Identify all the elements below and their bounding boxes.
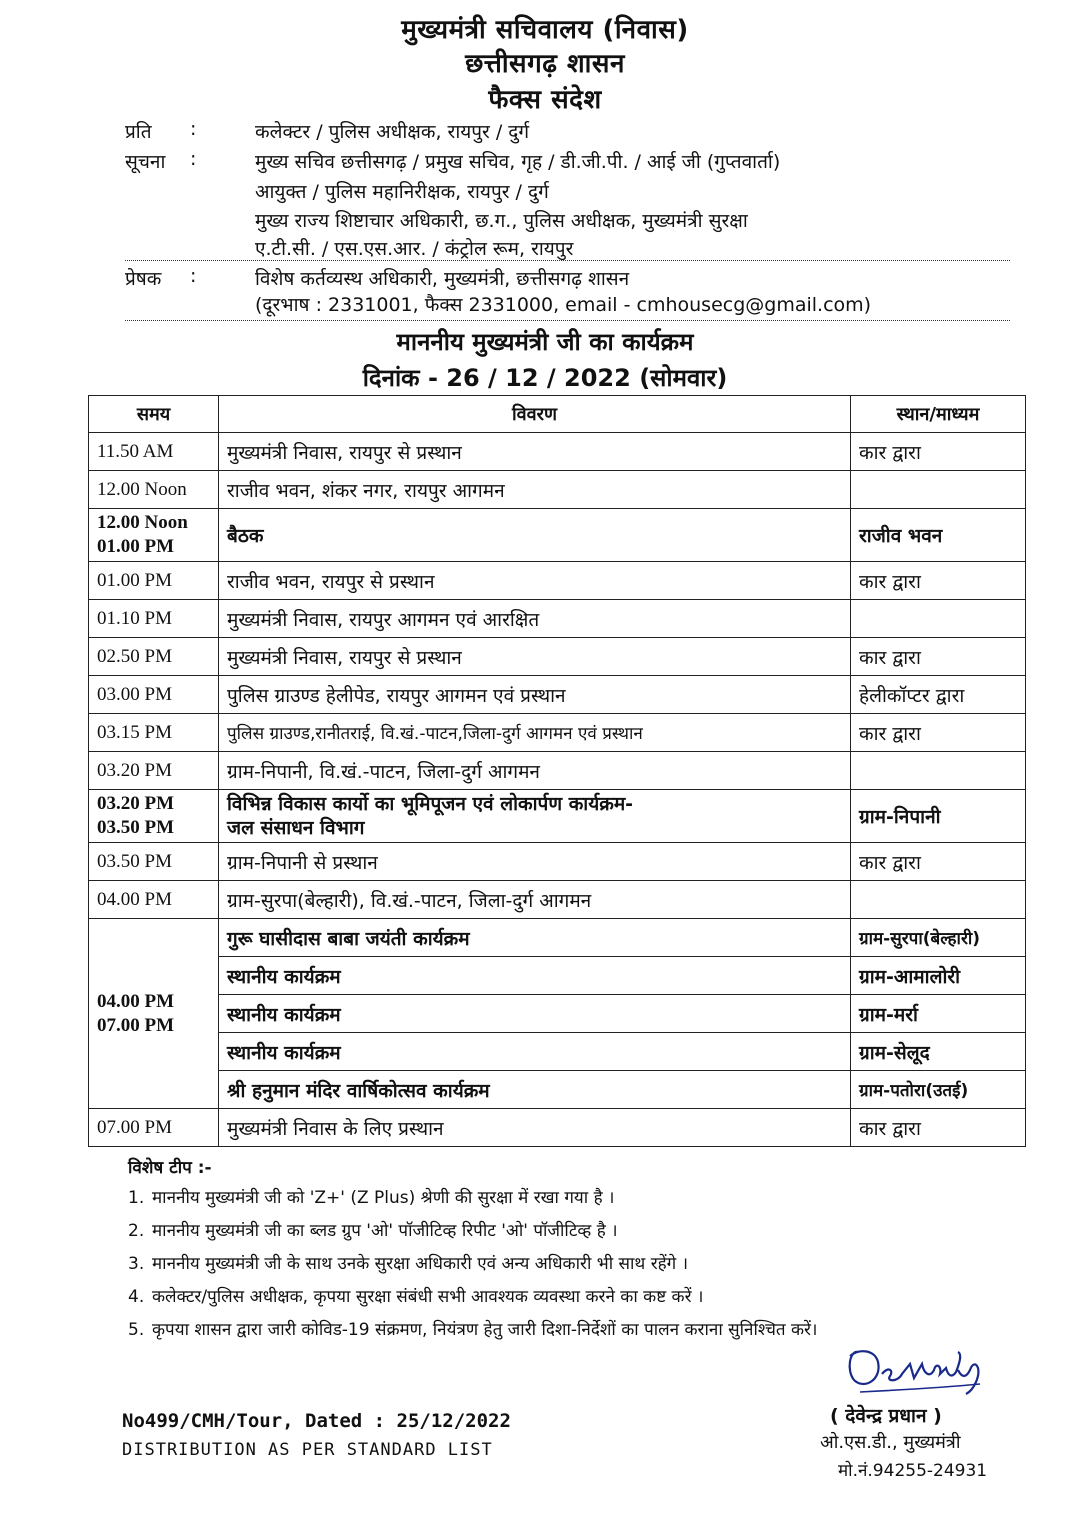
to-colon: : xyxy=(190,118,197,140)
note-number: 3. xyxy=(128,1254,145,1274)
row-desc: राजीव भवन, रायपुर से प्रस्थान xyxy=(219,562,851,600)
row-desc: स्थानीय कार्यक्रम xyxy=(219,957,851,995)
table-header-row xyxy=(89,396,1026,433)
info-line: आयुक्त / पुलिस महानिरीक्षक, रायपुर / दुर्ग xyxy=(255,181,549,203)
row-place xyxy=(851,881,1026,919)
special-notes xyxy=(128,1155,1018,1351)
distribution-note: DISTRIBUTION AS PER STANDARD LIST xyxy=(122,1440,493,1460)
table-row xyxy=(89,714,1026,752)
row-desc: बैठक xyxy=(219,509,851,562)
header-details: विवरण xyxy=(219,396,851,433)
table-row xyxy=(89,600,1026,638)
info-line: मुख्य सचिव छत्तीसगढ़ / प्रमुख सचिव, गृह / डी.जी.पी. / आई जी (गुप्तवार्ता) xyxy=(255,151,781,173)
row-desc: ग्राम-सुरपा(बेल्हारी), वि.खं.-पाटन, जिला-दुर्ग आगमन xyxy=(219,881,851,919)
row-time-range xyxy=(89,509,219,562)
note-item xyxy=(128,1219,1018,1243)
table-row xyxy=(89,957,1026,995)
schedule-table xyxy=(88,395,1026,1147)
row-time: 01.00 PM xyxy=(89,562,219,600)
header-place: स्थान/माध्यम xyxy=(851,396,1026,433)
row-place: कार द्वारा xyxy=(851,638,1026,676)
note-number: 5. xyxy=(128,1320,145,1340)
info-label: सूचना xyxy=(125,151,166,173)
row-time: 03.20 PM xyxy=(89,752,219,790)
row-place xyxy=(851,752,1026,790)
row-desc: श्री हनुमान मंदिर वार्षिकोत्सव कार्यक्रम xyxy=(219,1071,851,1109)
note-text: कृपया शासन द्वारा जारी कोविड-19 संक्रमण, नियंत्रण हेतु जारी दिशा-निर्देशों का पालन कराना सुनिश्चित करें। xyxy=(152,1320,818,1340)
row-place: ग्राम-आमालोरी xyxy=(851,957,1026,995)
row-time-end: 01.00 PM xyxy=(97,536,175,557)
row-desc: स्थानीय कार्यक्रम xyxy=(219,1033,851,1071)
table-row xyxy=(89,995,1026,1033)
handwritten-signature xyxy=(820,1340,1020,1400)
row-place: कार द्वारा xyxy=(851,714,1026,752)
table-row xyxy=(89,509,1026,562)
row-desc-line: विभिन्न विकास कार्यो का भूमिपूजन एवं लोकार्पण कार्यक्रम- xyxy=(227,793,634,815)
row-time-start: 12.00 Noon xyxy=(97,512,188,533)
row-place xyxy=(851,600,1026,638)
row-time-end: 03.50 PM xyxy=(97,817,175,838)
table-row xyxy=(89,790,1026,843)
row-place: ग्राम-सुरपा(बेल्हारी) xyxy=(851,919,1026,957)
row-place: कार द्वारा xyxy=(851,433,1026,471)
row-desc: ग्राम-निपानी, वि.खं.-पाटन, जिला-दुर्ग आगमन xyxy=(219,752,851,790)
table-row xyxy=(89,562,1026,600)
row-place xyxy=(851,471,1026,509)
table-row xyxy=(89,843,1026,881)
row-time: 03.15 PM xyxy=(89,714,219,752)
row-desc-line: जल संसाधन विभाग xyxy=(227,817,365,839)
row-time: 11.50 AM xyxy=(89,433,219,471)
row-desc: मुख्यमंत्री निवास के लिए प्रस्थान xyxy=(219,1109,851,1147)
row-desc: स्थानीय कार्यक्रम xyxy=(219,995,851,1033)
row-time: 07.00 PM xyxy=(89,1109,219,1147)
row-desc: राजीव भवन, शंकर नगर, रायपुर आगमन xyxy=(219,471,851,509)
row-time-range xyxy=(89,790,219,843)
row-place: ग्राम-निपानी xyxy=(851,790,1026,843)
row-time-start: 04.00 PM xyxy=(97,990,175,1012)
group-time-range xyxy=(89,919,219,1109)
signatory-name: ( देवेन्द्र प्रधान ) xyxy=(830,1405,942,1427)
info-colon: : xyxy=(190,148,197,170)
row-place: कार द्वारा xyxy=(851,843,1026,881)
row-time-start: 03.20 PM xyxy=(97,793,175,814)
table-row xyxy=(89,752,1026,790)
row-time: 12.00 Noon xyxy=(89,471,219,509)
note-text: माननीय मुख्यमंत्री जी को 'Z+' (Z Plus) श्रेणी की सुरक्षा में रखा गया है । xyxy=(152,1188,615,1208)
reference-number: No499/CMH/Tour, Dated : 25/12/2022 xyxy=(122,1410,511,1432)
notes-heading: विशेष टीप :- xyxy=(128,1158,212,1178)
note-item xyxy=(128,1318,1018,1342)
program-title: माननीय मुख्यमंत्री जी का कार्यक्रम xyxy=(396,328,694,356)
info-line: मुख्य राज्य शिष्टाचार अधिकारी, छ.ग., पुलिस अधीक्षक, मुख्यमंत्री सुरक्षा xyxy=(255,210,748,232)
row-place: ग्राम-पतोरा(उतई) xyxy=(851,1071,1026,1109)
note-item xyxy=(128,1285,1018,1309)
table-row xyxy=(89,433,1026,471)
row-place: राजीव भवन xyxy=(851,509,1026,562)
row-time-end: 07.00 PM xyxy=(97,1014,175,1036)
to-text: कलेक्टर / पुलिस अधीक्षक, रायपुर / दुर्ग xyxy=(255,121,530,143)
dotted-divider xyxy=(125,260,1010,261)
signatory-mobile: मो.नं.94255-24931 xyxy=(838,1461,988,1481)
sender-colon: : xyxy=(190,265,197,287)
row-desc: पुलिस ग्राउण्ड हेलीपेड, रायपुर आगमन एवं प्रस्थान xyxy=(219,676,851,714)
table-row xyxy=(89,1109,1026,1147)
government-title: छत्तीसगढ़ शासन xyxy=(465,49,625,79)
row-desc: मुख्यमंत्री निवास, रायपुर से प्रस्थान xyxy=(219,638,851,676)
row-desc: पुलिस ग्राउण्ड,रानीतराई, वि.खं.-पाटन,जिला-दुर्ग आगमन एवं प्रस्थान xyxy=(219,714,851,752)
to-label: प्रति xyxy=(125,121,152,143)
note-number: 4. xyxy=(128,1287,145,1307)
office-title: मुख्यमंत्री सचिवालय (निवास) xyxy=(401,15,689,45)
note-text: माननीय मुख्यमंत्री जी का ब्लड ग्रुप 'ओ' पॉजीटिव्ह रिपीट 'ओ' पॉजीटिव्ह है । xyxy=(152,1221,618,1241)
table-row xyxy=(89,1033,1026,1071)
table-row xyxy=(89,1071,1026,1109)
program-date: दिनांक - 26 / 12 / 2022 (सोमवार) xyxy=(362,364,728,392)
note-item xyxy=(128,1186,1018,1210)
row-place: ग्राम-मर्रा xyxy=(851,995,1026,1033)
signatory-designation: ओ.एस.डी., मुख्यमंत्री xyxy=(820,1432,961,1453)
table-row xyxy=(89,881,1026,919)
row-time: 04.00 PM xyxy=(89,881,219,919)
row-place: कार द्वारा xyxy=(851,1109,1026,1147)
row-place: कार द्वारा xyxy=(851,562,1026,600)
fax-message-title: फैक्स संदेश xyxy=(488,85,602,115)
row-time: 02.50 PM xyxy=(89,638,219,676)
sender-contact: (दूरभाष : 2331001, फैक्स 2331000, email - cmhousecg@gmail.com) xyxy=(255,294,872,316)
note-number: 2. xyxy=(128,1221,145,1241)
row-time: 03.00 PM xyxy=(89,676,219,714)
table-row xyxy=(89,638,1026,676)
table-row xyxy=(89,471,1026,509)
note-text: माननीय मुख्यमंत्री जी के साथ उनके सुरक्षा अधिकारी एवं अन्य अधिकारी भी साथ रहेंगे । xyxy=(152,1254,689,1274)
note-text: कलेक्टर/पुलिस अधीक्षक, कृपया सुरक्षा संबंधी सभी आवश्यक व्यवस्था करने का कष्ट करें । xyxy=(152,1287,704,1307)
row-desc: मुख्यमंत्री निवास, रायपुर आगमन एवं आरक्षित xyxy=(219,600,851,638)
sender-label: प्रेषक xyxy=(125,268,162,290)
row-time: 01.10 PM xyxy=(89,600,219,638)
sender-line: विशेष कर्तव्यस्थ अधिकारी, मुख्यमंत्री, छत्तीसगढ़ शासन xyxy=(255,268,630,290)
dotted-divider xyxy=(125,320,1010,321)
header-time: समय xyxy=(89,396,219,433)
note-item xyxy=(128,1252,1018,1276)
table-row xyxy=(89,919,1026,957)
row-place: ग्राम-सेलूद xyxy=(851,1033,1026,1071)
row-desc xyxy=(219,790,851,843)
row-desc: गुरू घासीदास बाबा जयंती कार्यक्रम xyxy=(219,919,851,957)
row-time: 03.50 PM xyxy=(89,843,219,881)
row-desc: मुख्यमंत्री निवास, रायपुर से प्रस्थान xyxy=(219,433,851,471)
row-desc: ग्राम-निपानी से प्रस्थान xyxy=(219,843,851,881)
note-number: 1. xyxy=(128,1188,145,1208)
row-place: हेलीकॉप्टर द्वारा xyxy=(851,676,1026,714)
info-line: ए.टी.सी. / एस.एस.आर. / कंट्रोल रूम, रायपुर xyxy=(255,238,574,260)
table-row xyxy=(89,676,1026,714)
